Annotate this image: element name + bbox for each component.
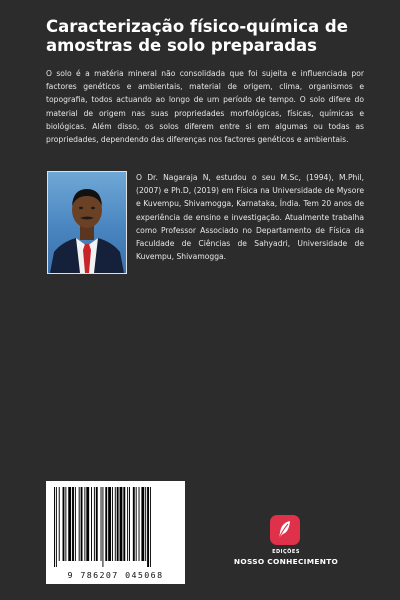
- author-photo: [47, 171, 127, 274]
- author-bio: O Dr. Nagaraja N, estudou o seu M.Sc, (1994), M.Phil, (2007) e Ph.D, (2019) em Física na Universidade de Mysore e Kuvempu, Shivamogga, Karnataka, Índia. Tem 20 anos de experiência de ensino e investigação. Atualmente trabalha como Professor Associado no Departamento de Física da Faculdade de Ciências de Sahyadri, Universidade de Kuvempu, Shivamogga.: [136, 173, 364, 262]
- publisher-small-label: EDIÇÕES: [272, 549, 300, 555]
- barcode-bars: [46, 481, 185, 569]
- publisher-name: NOSSO CONHECIMENTO: [233, 557, 339, 566]
- book-abstract: O solo é a matéria mineral não consolidada que foi sujeita e influenciada por factores genéticos e ambientais, material de origem, clima, organismos e topografia, todos actuando ao longo de um período de tempo. O solo difere do material de origem nas suas propriedades morfológicas, físicas, químicas e biológicas. Além disso, os solos diferem entre si em algumas ou todas as propriedades, dependendo das diferenças nos factores genéticos e ambientais.: [46, 69, 364, 145]
- isbn-number: 9 786207 045068: [67, 570, 164, 580]
- isbn-barcode: [46, 481, 185, 584]
- quill-logo-icon: [270, 515, 300, 545]
- book-title: Caracterização físico-química de amostras de solo preparadas: [46, 17, 348, 55]
- publisher-logo: [232, 515, 340, 575]
